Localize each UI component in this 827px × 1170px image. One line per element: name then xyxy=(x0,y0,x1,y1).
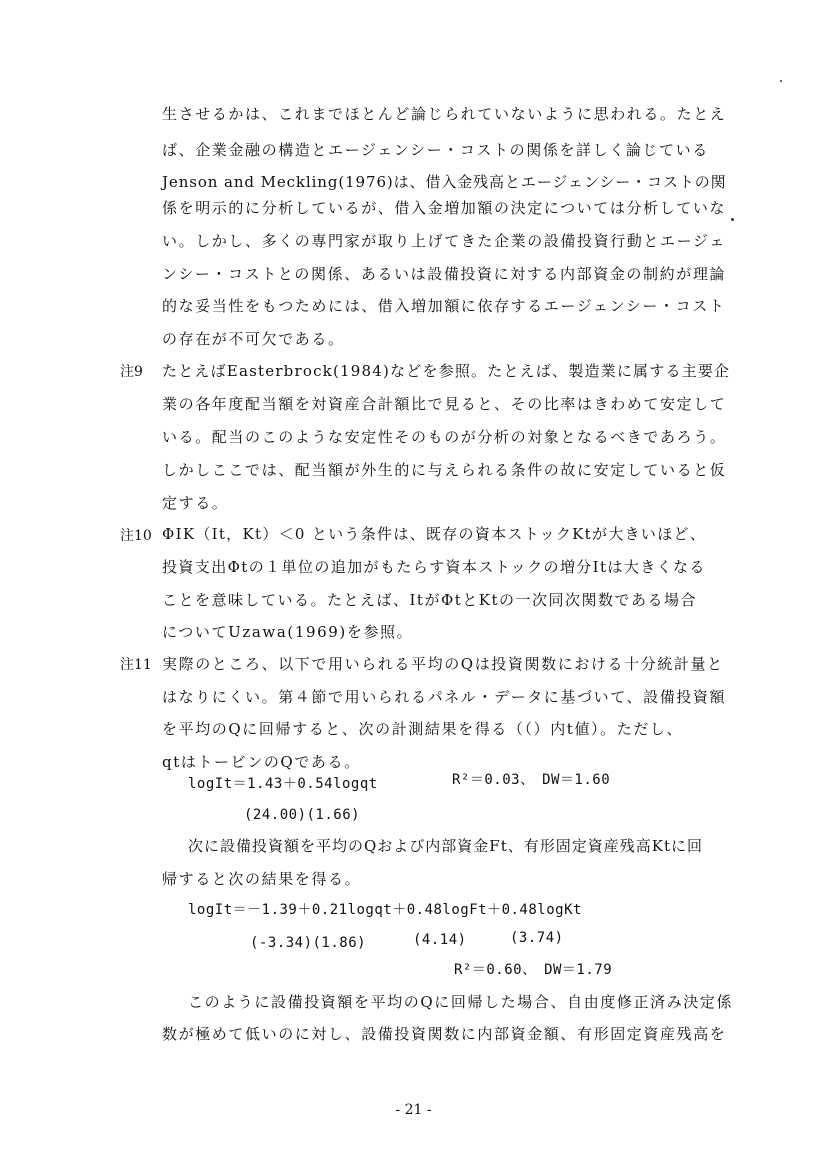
note-9-line-5: 定する。 xyxy=(162,494,229,512)
note-10-line-1: ΦIK（It，Kt）＜0 という条件は、既存の資本ストックKtが大きいほど、 xyxy=(162,525,707,543)
scan-speck xyxy=(731,218,734,221)
equation-2-t-values-a: (-3.34)(1.86) xyxy=(250,935,367,951)
note-10-line-2: 投資支出Φtの１単位の追加がもたらす資本ストックの増分Itは大きくなる xyxy=(162,558,706,576)
note-10-line-4: についてUzawa(1969)を参照。 xyxy=(162,623,414,641)
intro-line-7: 的な妥当性をもつためには、借入増加額に依存するエージェンシー・コスト xyxy=(162,297,726,315)
equation-1-stats: R²＝0.03、 DW＝1.60 xyxy=(452,772,611,788)
equation-2: logIt＝－1.39＋0.21logqt＋0.48logFt＋0.48logKt xyxy=(188,902,582,918)
intro-line-6: ンシー・コストとの関係、あるいは設備投資に対する内部資金の制約が理論 xyxy=(162,265,727,283)
note-9-line-4: しかしここでは、配当額が外生的に与えられる条件の故に安定していると仮 xyxy=(162,461,727,479)
intro-line-5: い。しかし、多くの専門家が取り上げてきた企業の設備投資行動とエージェ xyxy=(162,232,726,250)
page-number: - 21 - xyxy=(395,1102,432,1118)
note-9-line-2: 業の各年度配当額を対資産合計額比で見ると、その比率はきわめて安定して xyxy=(162,395,727,413)
intro-line-3: Jenson and Meckling(1976)は、借入金残高とエージェンシー・コストの関 xyxy=(162,173,727,191)
note-11-final-line-2: 数が極めて低いのに対し、設備投資関数に内部資金額、有形固定資産残高を xyxy=(162,1025,727,1043)
equation-2-stats: R²＝0.60、 DW＝1.79 xyxy=(454,962,613,978)
note-10-label: 注10 xyxy=(120,528,152,544)
note-11-final-line-1: このように設備投資額を平均のQに回帰した場合、自由度修正済み決定係 xyxy=(188,993,734,1011)
equation-1: logIt＝1.43＋0.54logqt xyxy=(188,776,378,792)
note-11-line-2: はなりにくい。第４節で用いられるパネル・データに基づいて、設備投資額 xyxy=(162,688,727,706)
intro-line-1: 生させるかは、これまでほとんど論じられていないように思われる。たとえ xyxy=(162,105,727,123)
scan-speck xyxy=(780,80,782,82)
note-9-line-3: いる。配当のこのような安定性そのものが分析の対象となるべきであろう。 xyxy=(162,428,727,446)
note-11-line-1: 実際のところ、以下で用いられる平均のQは投資関数における十分統計量と xyxy=(162,655,724,673)
equation-2-t-values-b: (4.14) xyxy=(413,932,467,948)
note-11-line-4: qtはトービンのQである。 xyxy=(162,753,361,771)
note-10-line-3: ことを意味している。たとえば、ItがΦtとKtの一次同次関数である場合 xyxy=(162,591,698,609)
note-11-label: 注11 xyxy=(120,657,152,673)
note-11-mid-line-1: 次に設備投資額を平均のQおよび内部資金Ft、有形固定資産残高Ktに回 xyxy=(188,837,703,855)
note-9-label: 注9 xyxy=(120,364,143,380)
note-11-line-3: を平均のQに回帰すると、次の計測結果を得る（（）内t値）。ただし、 xyxy=(162,720,684,738)
note-11-mid-line-2: 帰すると次の結果を得る。 xyxy=(162,870,362,888)
intro-line-4: 係を明示的に分析しているが、借入金増加額の決定については分析していな xyxy=(162,199,727,217)
intro-line-8: の存在が不可欠である。 xyxy=(162,330,345,348)
intro-line-2: ば、企業金融の構造とエージェンシー・コストの関係を詳しく論じている xyxy=(162,141,709,159)
note-9-line-1: たとえばEasterbrock(1984)などを参照。たとえば、製造業に属する主要企 xyxy=(162,362,731,380)
equation-1-t-values: (24.00)(1.66) xyxy=(244,807,361,823)
equation-2-t-values-c: (3.74) xyxy=(510,930,564,946)
